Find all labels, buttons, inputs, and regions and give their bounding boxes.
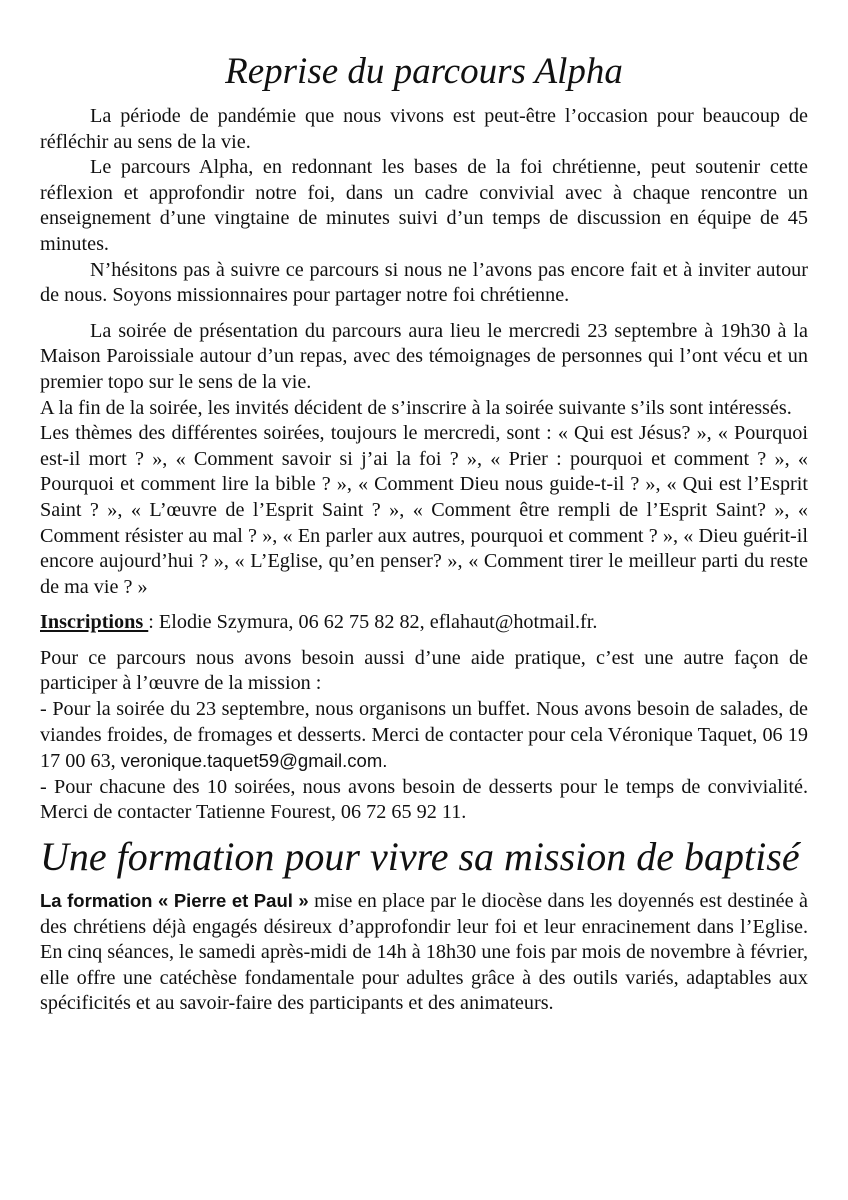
inscriptions-label: Inscriptions bbox=[40, 611, 149, 634]
paragraph-formation bbox=[40, 888, 808, 1017]
paragraph-practical-help: Pour ce parcours nous avons besoin aussi d’une aide pratique, c’est une autre façon de participer à l’œuvre de la mission : bbox=[40, 646, 808, 695]
paragraph-alpha-course: Le parcours Alpha, en redonnant les bases de la foi chrétienne, peut soutenir cette réflexion et approfondir notre foi, dans un cadre convivial avec à chaque rencontre un enseignement d’une vingtaine de minutes suivi d’un temps de discussion en équipe de 45 minutes. bbox=[40, 156, 808, 255]
formation-lead: La formation « Pierre et Paul » bbox=[40, 890, 309, 912]
formation-text: mise en place par le diocèse dans les doyennés est destinée à des chrétiens déjà engagés désireux d’approfondir leur foi et leur enracinement dans l’Eglise. En cinq séances, le samedi après-midi de 14h à 18h30 une fois par mois de novembre à février, elle offre une catéchèse fondamentale pour adultes grâce à des outils variés, adaptables aux spécificités et au savoir-faire des participants et des animateurs. bbox=[40, 890, 808, 1015]
paragraph-invite: N’hésitons pas à suivre ce parcours si nous ne l’avons pas encore fait et à inviter autour de nous. Soyons missionnaires pour partager notre foi chrétienne. bbox=[40, 258, 808, 307]
paragraph-themes: Les thèmes des différentes soirées, toujours le mercredi, sont : « Qui est Jésus? », « Pourquoi est-il mort ? », « Comment savoir si j’ai la foi ? », « Prier : pourquoi et comment ? », « Pourquoi et comment lire la bible ? », « Comment Dieu nous guide-t-il ? », « Qui est l’Esprit Saint ? », « L’œuvre de l’Esprit Saint ? », « Comment être rempli de l’Esprit Saint? », « Comment résister au mal ? », « En parler aux autres, pourquoi et comment ? », « Dieu guérit-il encore aujourd’hui ? », « L’Eglise, qu’en penser? », « Comment tirer le meilleur parti du reste de ma vie ? » bbox=[40, 422, 808, 598]
paragraph-pandemic: La période de pandémie que nous vivons est peut-être l’occasion pour beaucoup de réfléchir au sens de la vie. bbox=[40, 105, 808, 153]
paragraph-buffet bbox=[40, 697, 808, 775]
paragraph-desserts: - Pour chacune des 10 soirées, nous avons besoin de desserts pour le temps de convivialité. Merci de contacter Tatienne Fourest, 06 72 65 92 11. bbox=[40, 775, 808, 824]
buffet-text: - Pour la soirée du 23 septembre, nous organisons un buffet. Nous avons besoin de salades, de viandes froides, de fromages et desserts. Merci de contacter pour cela Véronique Taquet, 06 19 17 00 63, bbox=[40, 698, 808, 773]
paragraph-presentation-evening: La soirée de présentation du parcours aura lieu le mercredi 23 septembre à 19h30 à la Maison Paroissiale autour d’un repas, avec des témoignages de personnes qui l’ont vécu et un premier topo sur le sens de la vie. bbox=[40, 319, 808, 393]
section-title-formation: Une formation pour vivre sa mission de baptisé bbox=[40, 834, 800, 880]
inscriptions-line bbox=[40, 610, 808, 636]
section-title-alpha: Reprise du parcours Alpha bbox=[225, 51, 623, 92]
inscriptions-contact: : Elodie Szymura, 06 62 75 82 82, eflahaut@hotmail.fr. bbox=[148, 611, 598, 634]
paragraph-end-of-evening: A la fin de la soirée, les invités décident de s’inscrire à la soirée suivante s’ils sont intéressés. bbox=[40, 396, 792, 419]
buffet-email: veronique.taquet59@gmail.com. bbox=[120, 750, 388, 772]
